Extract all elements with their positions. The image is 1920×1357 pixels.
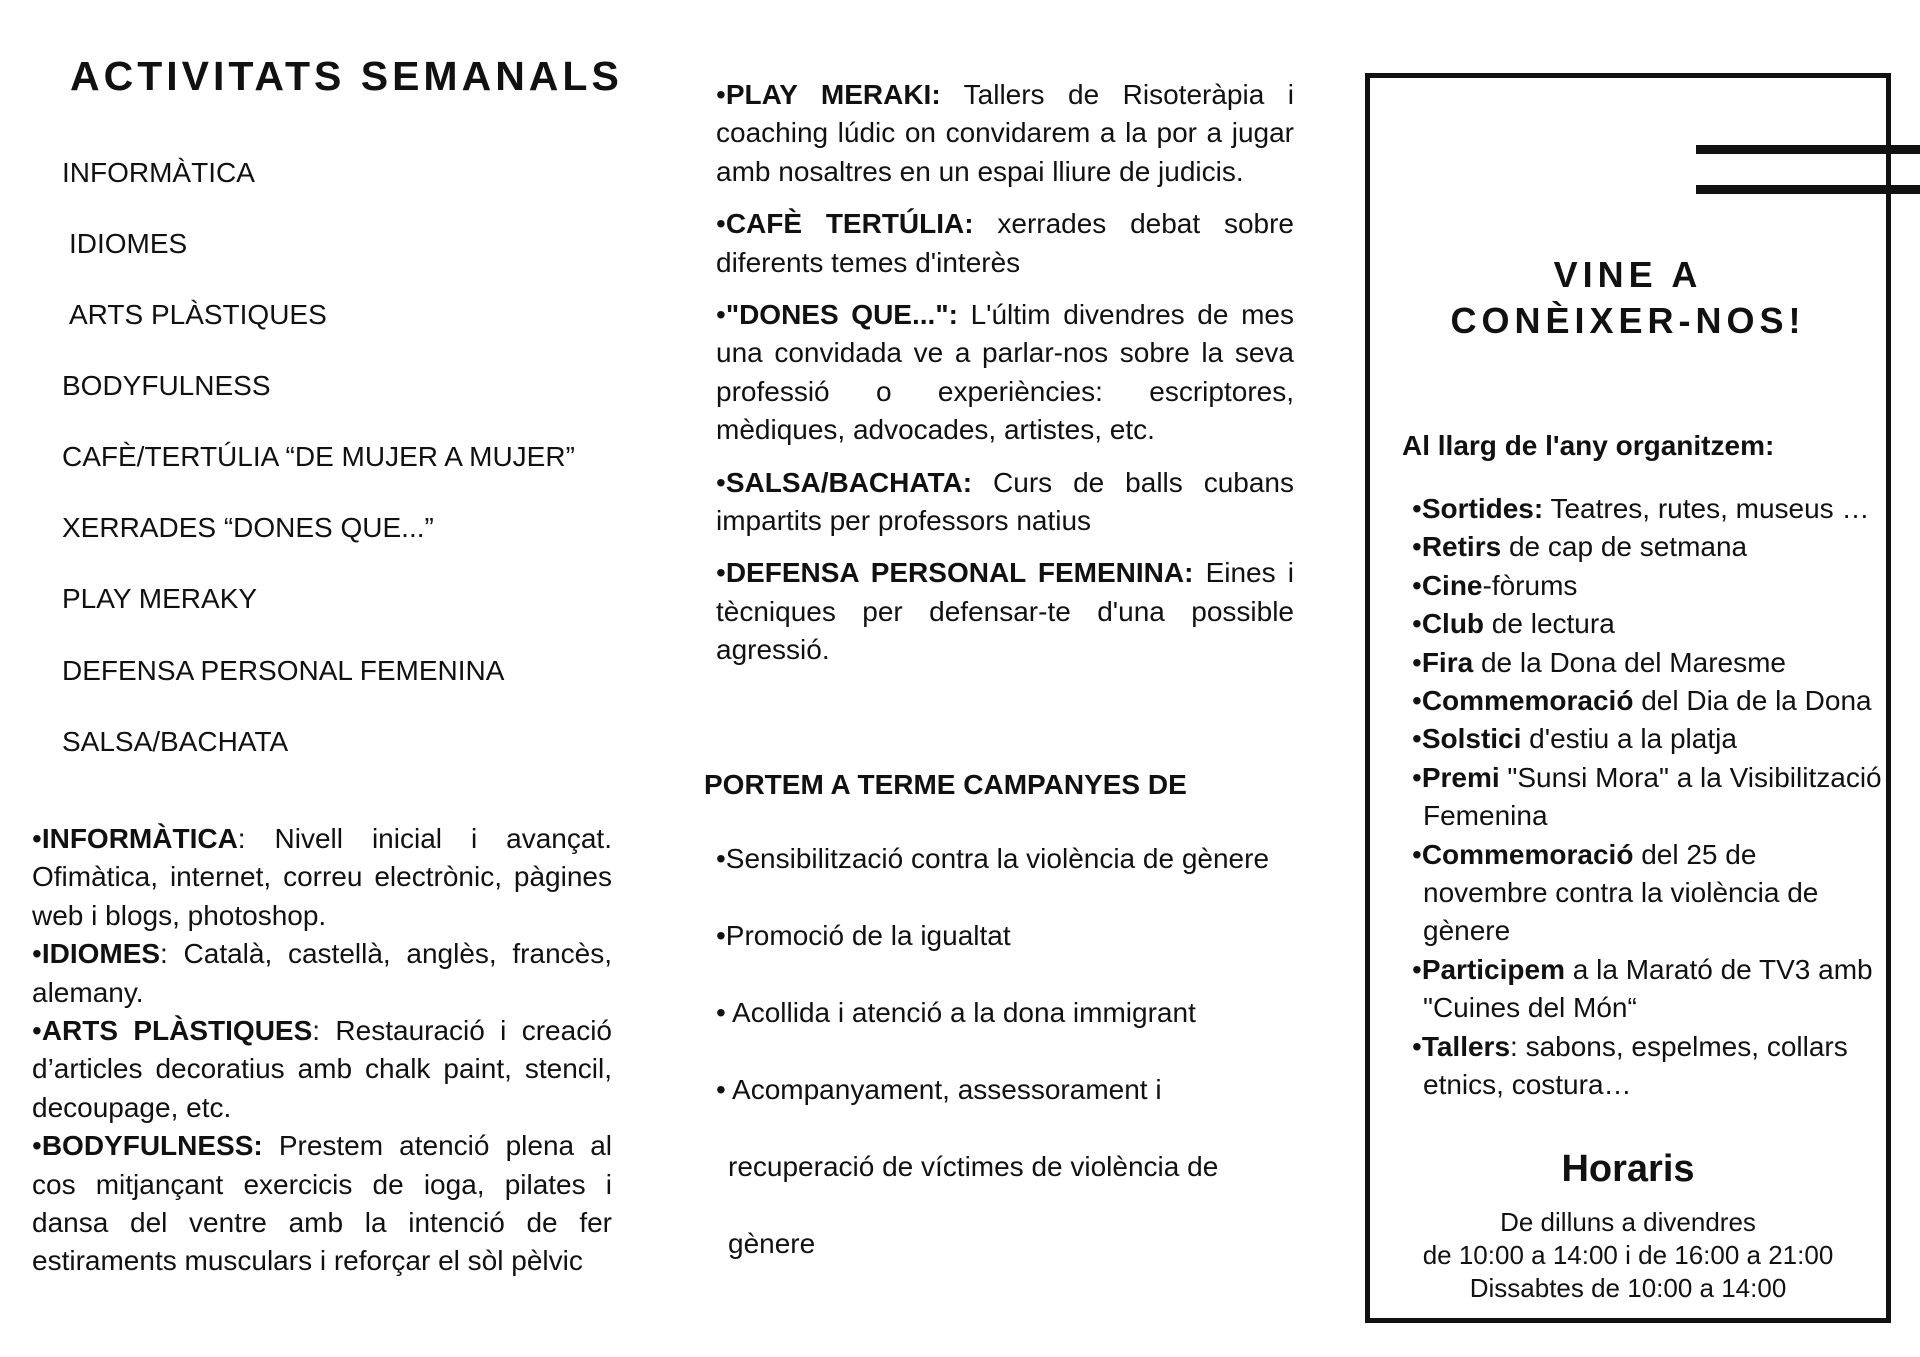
hours-title: Horaris xyxy=(1561,1148,1695,1190)
campaigns-heading: PORTEM A TERME CAMPANYES DE xyxy=(704,769,1187,800)
list-item: •Retirs de cap de setmana xyxy=(1412,531,1748,563)
activity-item: ARTS PLÀSTIQUES xyxy=(69,299,327,330)
campaign-item: •Sensibilització contra la violència de gènere xyxy=(716,843,1270,874)
activity-description-title: "DONES QUE...": xyxy=(725,299,958,331)
activity-item: CAFÈ/TERTÚLIA “DE MUJER A MUJER” xyxy=(62,441,575,472)
activity-description-text: Eines i tècniques per defensar-te d'una possible agressió. xyxy=(716,557,1294,666)
list-item-text: Teatres, rutes, museus … xyxy=(1543,493,1870,524)
list-item-title: Sortides: xyxy=(1421,493,1544,524)
activity-description-text: : Nivell inicial i avançat. Ofimàtica, internet, correu electrònic, pàgines web i blogs, photoshop. xyxy=(32,823,612,931)
activity-description-title: SALSA/BACHATA: xyxy=(725,466,973,498)
list-item-title: Retirs xyxy=(1421,531,1502,563)
list-item-title: Fira xyxy=(1421,646,1474,678)
activity-description-text: Tallers de Risoteràpia i coaching lúdic on convidarem a la por a jugar amb nosaltres en un espai lliure de judicis. xyxy=(716,79,1294,187)
activity-description-text: xerrades debat sobre diferents temes d'interès xyxy=(716,208,1294,278)
info-box-title-line: VINE A xyxy=(1553,254,1703,295)
activity-description-title: PLAY MERAKI: xyxy=(725,79,941,110)
list-item-text: del Dia de la Dona xyxy=(1633,685,1872,717)
activity-descriptions xyxy=(32,820,612,1281)
campaign-item: recuperació de víctimes de violència de xyxy=(728,1151,1219,1182)
activity-item: DEFENSA PERSONAL FEMENINA xyxy=(62,655,505,686)
list-item-text: del 25 de novembre contra la violència de gènere xyxy=(1423,838,1819,947)
activity-description: •BODYFULNESS: Prestem atenció plena al cos mitjançant exercicis de ioga, pilates i dansa del ventre amb la intenció de fer estiraments musculars i reforçar el sòl pèlvic xyxy=(32,1130,612,1277)
list-item: •Cine-fòrums xyxy=(1412,569,1578,601)
activity-description: •SALSA/BACHATA: Curs de balls cubans impartits per professors natius xyxy=(716,466,1294,537)
info-box-title xyxy=(1370,252,1886,344)
activity-description-title: CAFÈ TERTÚLIA: xyxy=(725,208,974,240)
activity-descriptions-2 xyxy=(716,76,1294,684)
activity-description-title: BODYFULNESS: xyxy=(41,1130,263,1162)
organized-events-list xyxy=(1412,490,1882,1105)
list-item: •Club de lectura xyxy=(1412,608,1615,640)
list-item-text: de cap de setmana xyxy=(1501,531,1748,563)
activity-description: •"DONES QUE...": L'últim divendres de mes una convidada ve a parlar-nos sobre la seva professió o experiències: escriptores, mèdiques, advocades, artistes, etc. xyxy=(716,299,1294,446)
activity-description: •ARTS PLÀSTIQUES: Restauració i creació d’articles decoratius amb chalk paint, stencil, decoupage, etc. xyxy=(32,1015,612,1123)
list-item-title: Commemoració xyxy=(1421,838,1634,870)
activity-item: XERRADES “DONES QUE...” xyxy=(62,512,434,543)
campaign-item: • Acompanyament, assessorament i xyxy=(716,1074,1162,1105)
activity-description: •CAFÈ TERTÚLIA: xerrades debat sobre diferents temes d'interès xyxy=(716,208,1294,278)
campaign-item: •Promoció de la igualtat xyxy=(716,920,1011,951)
activity-item: PLAY MERAKY xyxy=(62,583,258,614)
list-item: •Participem a la Marató de TV3 amb "Cuines del Món“ xyxy=(1412,953,1873,1024)
list-item: •Sortides: Teatres, rutes, museus … xyxy=(1412,493,1870,524)
list-item-title: Tallers xyxy=(1421,1030,1511,1062)
activity-item: INFORMÀTICA xyxy=(62,157,255,188)
activity-description-title: IDIOMES xyxy=(41,938,161,970)
activity-item: SALSA/BACHATA xyxy=(62,726,289,757)
info-box-intro: Al llarg de l'any organitzem: xyxy=(1402,430,1775,461)
list-item-text: de la Dona del Maresme xyxy=(1473,646,1786,678)
list-item-text: a la Marató de TV3 amb "Cuines del Món“ xyxy=(1423,953,1873,1024)
activity-description: •DEFENSA PERSONAL FEMENINA: Eines i tècniques per defensar-te d'una possible agressió. xyxy=(716,557,1294,666)
activity-description-text: : Català, castellà, anglès, francès, alemany. xyxy=(32,938,612,1008)
activity-description-text: Prestem atenció plena al cos mitjançant exercicis de ioga, pilates i dansa del ventre amb la intenció de fer estiraments musculars i reforçar el sòl pèlvic xyxy=(32,1130,612,1277)
list-item-title: Cine xyxy=(1421,569,1483,601)
decorative-line xyxy=(1696,185,1920,194)
list-item-text: -fòrums xyxy=(1482,569,1578,601)
list-item-text: de lectura xyxy=(1484,608,1615,640)
list-item-title: Solstici xyxy=(1421,723,1522,755)
activity-description-title: INFORMÀTICA xyxy=(41,823,238,854)
activity-description: •INFORMÀTICA: Nivell inicial i avançat. Ofimàtica, internet, correu electrònic, pàgines web i blogs, photoshop. xyxy=(32,823,612,931)
list-item: •Commemoració del Dia de la Dona xyxy=(1412,685,1872,717)
hours-line: De dilluns a divendres xyxy=(1500,1207,1756,1237)
campaign-item: gènere xyxy=(728,1228,816,1259)
list-item: •Tallers: sabons, espelmes, collars etnics, costura… xyxy=(1412,1030,1848,1101)
campaign-item: • Acollida i atenció a la dona immigrant xyxy=(716,997,1196,1028)
hours-line: Dissabtes de 10:00 a 14:00 xyxy=(1469,1273,1787,1303)
activity-item: BODYFULNESS xyxy=(62,370,271,401)
list-item: •Premi "Sunsi Mora" a la Visibilització Femenina xyxy=(1412,761,1882,832)
list-item: •Commemoració del 25 de novembre contra la violència de gènere xyxy=(1412,838,1819,947)
list-item-text: d'estiu a la platja xyxy=(1521,723,1737,755)
info-box-title-line: CONÈIXER-NOS! xyxy=(1450,300,1806,341)
list-item-title: Participem xyxy=(1421,953,1565,985)
activity-description: •PLAY MERAKI: Tallers de Risoteràpia i coaching lúdic on convidarem a la por a jugar amb nosaltres en un espai lliure de judicis. xyxy=(716,79,1294,187)
page-heading: ACTIVITATS SEMANALS xyxy=(70,53,623,99)
list-item: •Fira de la Dona del Maresme xyxy=(1412,646,1786,678)
activity-description-text: L'últim divendres de mes una convidada ve a parlar-nos sobre la seva professió o experiències: escriptores, mèdiques, advocades, artistes, etc. xyxy=(716,299,1294,446)
list-item-title: Club xyxy=(1421,608,1485,640)
list-item-text: "Sunsi Mora" a la Visibilització Femenina xyxy=(1423,761,1882,832)
activity-description-title: DEFENSA PERSONAL FEMENINA: xyxy=(725,557,1194,589)
activity-description-title: ARTS PLÀSTIQUES xyxy=(41,1015,313,1047)
list-item: •Solstici d'estiu a la platja xyxy=(1412,723,1737,755)
activity-description-text: : Restauració i creació d’articles decoratius amb chalk paint, stencil, decoupage, etc. xyxy=(32,1015,612,1123)
decorative-line xyxy=(1696,145,1920,154)
list-item-title: Premi xyxy=(1421,761,1500,793)
list-item-title: Commemoració xyxy=(1421,685,1634,717)
activity-description-text: Curs de balls cubans impartits per professors natius xyxy=(716,466,1294,537)
activity-description: •IDIOMES: Català, castellà, anglès, francès, alemany. xyxy=(32,938,612,1008)
activity-item: IDIOMES xyxy=(69,228,188,259)
hours-line: de 10:00 a 14:00 i de 16:00 a 21:00 xyxy=(1422,1240,1834,1270)
list-item-text: : sabons, espelmes, collars etnics, costura… xyxy=(1423,1030,1848,1101)
